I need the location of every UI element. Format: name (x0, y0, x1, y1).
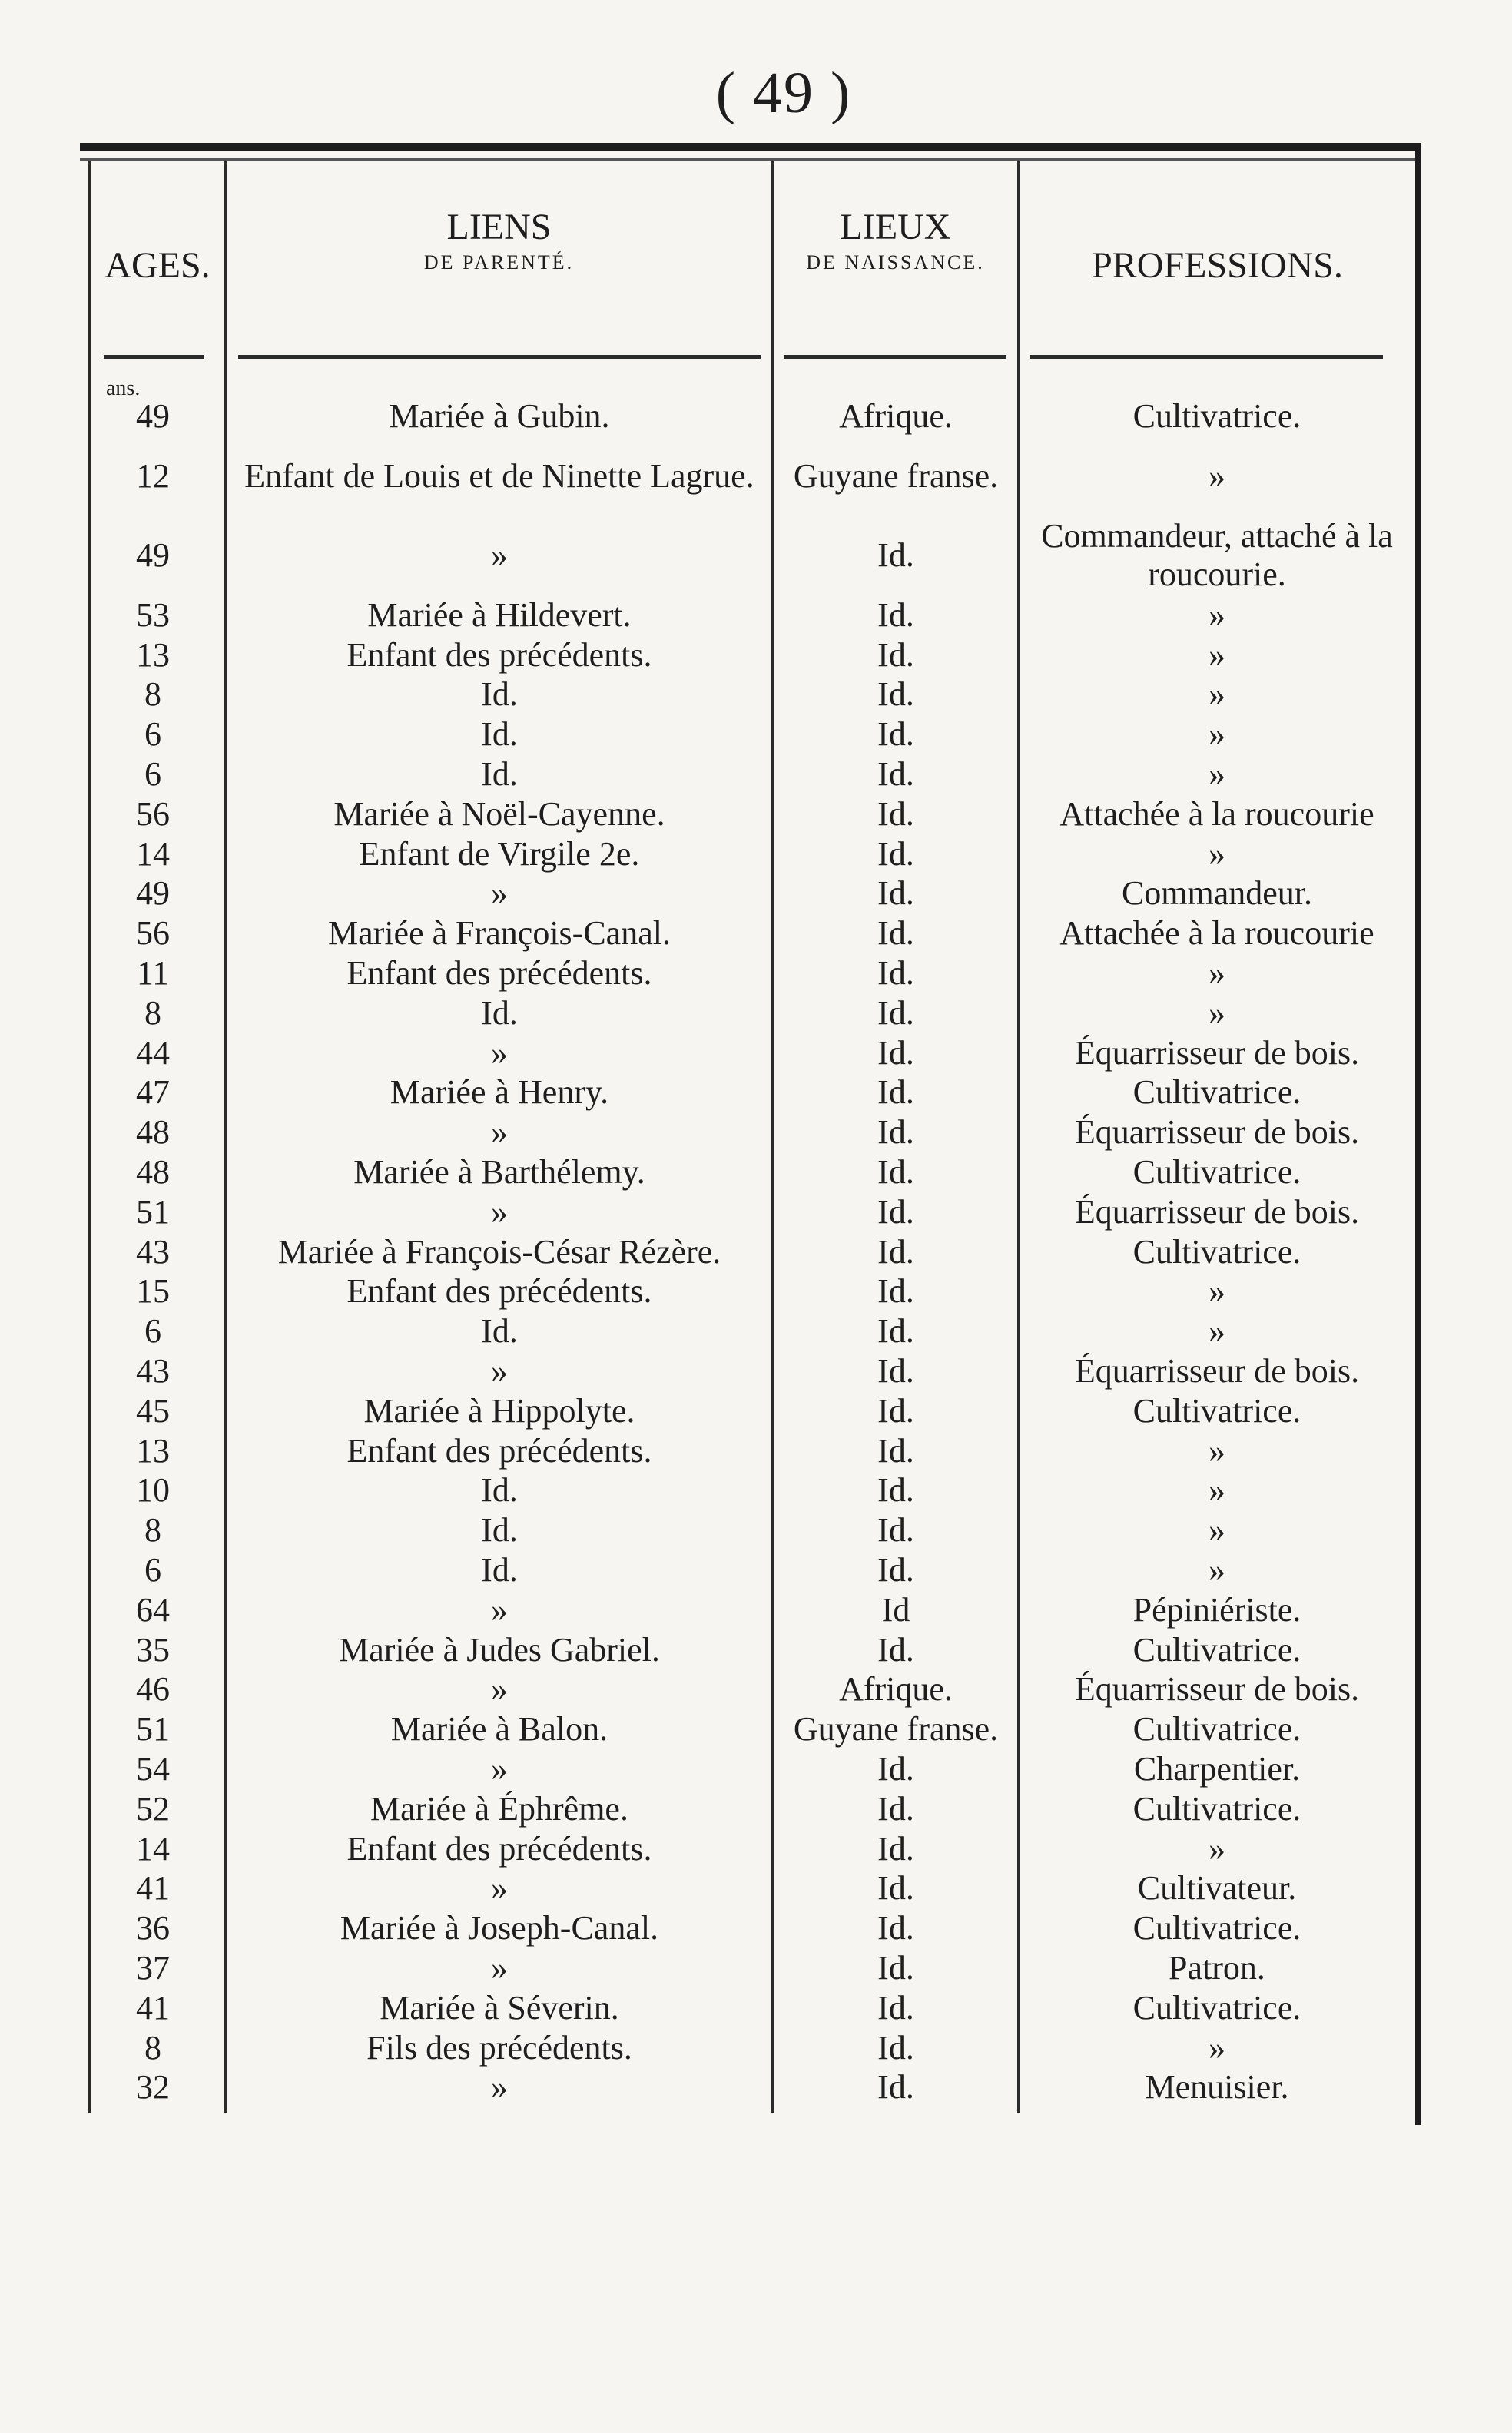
header-ages: AGES. (104, 245, 211, 286)
lieu-cell: Id. (877, 834, 914, 873)
header-lieux (774, 207, 1017, 278)
parente-cell: Mariée à Gubin. (389, 396, 610, 435)
parente-cell: » (491, 1590, 508, 1629)
table-row (80, 1868, 1415, 1908)
table-row (80, 953, 1415, 993)
header-liens-sub: DE PARENTÉ. (423, 251, 575, 273)
profession-cell: » (1209, 1272, 1225, 1311)
age-cell: 48 (136, 1113, 170, 1152)
header-rule (238, 355, 761, 359)
parente-cell: Mariée à Judes Gabriel. (339, 1630, 660, 1669)
profession-cell: » (1209, 2028, 1225, 2067)
parente-cell: Id. (481, 715, 518, 754)
profession-cell: Commandeur. (1121, 874, 1313, 913)
parente-cell: Id. (481, 1312, 518, 1351)
table-row (80, 1192, 1415, 1232)
table-row (80, 1829, 1415, 1869)
parente-cell: Id. (481, 675, 518, 714)
header-liens-title: LIENS (446, 207, 552, 247)
lieu-cell: Id. (877, 914, 914, 953)
profession-cell: » (1209, 834, 1225, 873)
lieu-cell: Id. (877, 1551, 914, 1589)
age-cell: 49 (136, 536, 170, 575)
profession-cell: Commandeur, attaché à la roucourie. (1041, 517, 1393, 594)
profession-cell: Cultivatrice. (1132, 1391, 1301, 1430)
profession-cell: Menuisier. (1145, 2068, 1289, 2107)
lieu-cell: Guyane franse. (793, 456, 999, 495)
parente-cell: Id. (481, 755, 518, 794)
lieu-cell: Id. (877, 1829, 914, 1868)
table-row (80, 1948, 1415, 1988)
profession-cell: » (1209, 675, 1225, 714)
parente-cell: » (491, 1113, 508, 1152)
header-lieux-sub: DE NAISSANCE. (806, 251, 985, 273)
age-cell: 49 (136, 874, 170, 913)
parente-cell: » (491, 1670, 508, 1709)
age-cell: 45 (136, 1391, 170, 1430)
age-cell: 10 (136, 1471, 170, 1510)
parente-cell: » (491, 1869, 508, 1908)
age-cell: 44 (136, 1033, 170, 1072)
profession-cell: Cultivatrice. (1132, 1710, 1301, 1749)
lieu-cell: Id. (877, 1073, 914, 1112)
profession-cell: Équarrisseur de bois. (1074, 1113, 1360, 1152)
parente-cell: Enfant des précédents. (346, 635, 652, 674)
age-cell: 13 (136, 635, 170, 674)
age-cell: 41 (136, 1869, 170, 1908)
table-row (80, 1670, 1415, 1710)
profession-cell: Attachée à la roucourie (1059, 794, 1374, 833)
table-row (80, 396, 1415, 436)
age-cell: 48 (136, 1153, 170, 1192)
parente-cell: Enfant de Louis et de Ninette Lagrue. (244, 456, 754, 495)
profession-cell: » (1209, 1431, 1225, 1470)
table-row (80, 1709, 1415, 1749)
profession-cell: » (1209, 1312, 1225, 1351)
age-cell: 8 (144, 2028, 161, 2067)
table-row (80, 595, 1415, 635)
lieu-cell: Id. (877, 954, 914, 993)
table-row (80, 436, 1415, 516)
parente-cell: Id. (481, 1551, 518, 1589)
parente-cell: » (491, 1033, 508, 1072)
age-cell: 12 (136, 456, 170, 495)
table-row (80, 874, 1415, 914)
table-row (80, 1351, 1415, 1391)
parente-cell: Enfant de Virgile 2e. (359, 834, 640, 873)
profession-cell: » (1209, 1511, 1225, 1550)
parente-cell: Mariée à François-César Rézère. (277, 1232, 721, 1271)
lieu-cell: Id. (877, 1312, 914, 1351)
age-cell: 51 (136, 1192, 170, 1231)
table-row (80, 794, 1415, 834)
table-row (80, 675, 1415, 715)
age-cell: 32 (136, 2068, 170, 2107)
table-row (80, 635, 1415, 675)
lieu-cell: Id. (877, 1232, 914, 1271)
age-cell: 51 (136, 1710, 170, 1749)
profession-cell: Pépiniériste. (1132, 1590, 1301, 1629)
parente-cell: Mariée à Séverin. (380, 1988, 619, 2027)
lieu-cell: Id. (877, 1511, 914, 1550)
profession-cell: Équarrisseur de bois. (1074, 1033, 1360, 1072)
age-cell: 6 (144, 1312, 161, 1351)
parente-cell: Mariée à Hildevert. (367, 595, 632, 634)
header-lieux-title: LIEUX (840, 207, 951, 247)
parente-cell: » (491, 1192, 508, 1231)
table-row (80, 993, 1415, 1033)
parente-cell: Id. (481, 1471, 518, 1510)
lieu-cell: Id. (877, 1471, 914, 1510)
lieu-cell: Id. (877, 595, 914, 634)
profession-cell: Équarrisseur de bois. (1074, 1352, 1360, 1391)
table-row (80, 1391, 1415, 1431)
profession-cell: Cultivatrice. (1132, 1232, 1301, 1271)
profession-cell: Équarrisseur de bois. (1074, 1192, 1360, 1231)
table-row (80, 2028, 1415, 2068)
lieu-cell: Id. (877, 993, 914, 1032)
age-cell: 43 (136, 1232, 170, 1271)
age-cell: 47 (136, 1073, 170, 1112)
parente-cell: » (491, 1352, 508, 1391)
parente-cell: » (491, 1948, 508, 1987)
table-row (80, 834, 1415, 874)
table-row (80, 1033, 1415, 1073)
table-row (80, 1311, 1415, 1351)
age-cell: 11 (136, 954, 170, 993)
header-rule (104, 355, 204, 359)
profession-cell: » (1209, 1829, 1225, 1868)
parente-cell: Mariée à Balon. (390, 1710, 608, 1749)
profession-cell: Charpentier. (1133, 1749, 1301, 1788)
table-row (80, 1550, 1415, 1590)
profession-cell: » (1209, 755, 1225, 794)
parente-cell: Mariée à Henry. (390, 1073, 609, 1112)
age-cell: 6 (144, 715, 161, 754)
lieu-cell: Id. (877, 1948, 914, 1987)
table-row (80, 1471, 1415, 1511)
header-liens (227, 207, 771, 278)
lieu-cell: Id. (877, 1909, 914, 1947)
age-cell: 53 (136, 595, 170, 634)
lieu-cell: Id. (877, 1272, 914, 1311)
profession-cell: » (1209, 993, 1225, 1032)
lieu-cell: Id. (877, 1391, 914, 1430)
lieu-cell: Id. (877, 536, 914, 575)
table-body (80, 396, 1415, 2107)
lieu-cell: Guyane franse. (793, 1710, 999, 1749)
parente-cell: » (491, 536, 508, 575)
profession-cell: » (1209, 595, 1225, 634)
profession-cell: » (1209, 456, 1225, 495)
table-row (80, 714, 1415, 754)
parente-cell: Enfant des précédents. (346, 1431, 652, 1470)
lieu-cell: Id. (877, 1153, 914, 1192)
age-cell: 6 (144, 755, 161, 794)
age-cell: 56 (136, 794, 170, 833)
age-cell: 15 (136, 1272, 170, 1311)
lieu-cell: Id. (877, 635, 914, 674)
parente-cell: Mariée à Barthélemy. (353, 1153, 645, 1192)
table-row (80, 1908, 1415, 1948)
table-row (80, 2067, 1415, 2107)
lieu-cell: Afrique. (839, 1670, 953, 1709)
lieu-cell: Id. (877, 755, 914, 794)
age-cell: 6 (144, 1551, 161, 1589)
table-row (80, 1590, 1415, 1630)
parente-cell: Fils des précédents. (366, 2028, 632, 2067)
age-cell: 52 (136, 1789, 170, 1828)
age-cell: 35 (136, 1630, 170, 1669)
header-rule (784, 355, 1006, 359)
parente-cell: Enfant des précédents. (346, 954, 652, 993)
lieu-cell: Id. (877, 1789, 914, 1828)
age-cell: 49 (136, 396, 170, 435)
lieu-cell: Id. (877, 1192, 914, 1231)
profession-cell: Cultivatrice. (1132, 1630, 1301, 1669)
profession-cell: » (1209, 715, 1225, 754)
table-row (80, 1073, 1415, 1113)
profession-cell: » (1209, 635, 1225, 674)
lieu-cell: Id. (877, 1033, 914, 1072)
parente-cell: Id. (481, 993, 518, 1032)
table-row (80, 754, 1415, 794)
lieu-cell: Id. (877, 1749, 914, 1788)
lieu-cell: Id. (877, 1869, 914, 1908)
profession-cell: Cultivatrice. (1132, 396, 1301, 435)
table-row (80, 1152, 1415, 1192)
table-row (80, 1988, 1415, 2028)
table-row (80, 1112, 1415, 1152)
lieu-cell: Afrique. (839, 396, 953, 435)
parente-cell: Mariée à Joseph-Canal. (340, 1909, 659, 1947)
lieu-cell: Id. (877, 1431, 914, 1470)
age-cell: 36 (136, 1909, 170, 1947)
profession-cell: Attachée à la roucourie (1059, 914, 1374, 953)
profession-cell: Cultivatrice. (1132, 1789, 1301, 1828)
table-row (80, 1749, 1415, 1789)
age-cell: 37 (136, 1948, 170, 1987)
parente-cell: » (491, 874, 508, 913)
age-cell: 41 (136, 1988, 170, 2027)
lieu-cell: Id. (877, 715, 914, 754)
lieu-cell: Id (881, 1590, 910, 1629)
table-row (80, 1232, 1415, 1272)
lieu-cell: Id. (877, 1113, 914, 1152)
age-cell: 13 (136, 1431, 170, 1470)
age-cell: 54 (136, 1749, 170, 1788)
lieu-cell: Id. (877, 1630, 914, 1669)
profession-cell: Équarrisseur de bois. (1074, 1670, 1360, 1709)
age-cell: 43 (136, 1352, 170, 1391)
parente-cell: Mariée à Noël-Cayenne. (333, 794, 665, 833)
parente-cell: Enfant des précédents. (346, 1829, 652, 1868)
parente-cell: Id. (481, 1511, 518, 1550)
profession-cell: Cultivatrice. (1132, 1988, 1301, 2027)
table-row (80, 515, 1415, 595)
lieu-cell: Id. (877, 794, 914, 833)
profession-cell: » (1209, 1471, 1225, 1510)
parente-cell: Mariée à Hippolyte. (363, 1391, 635, 1430)
table-row (80, 1272, 1415, 1312)
profession-cell: » (1209, 1551, 1225, 1589)
header-rule (1030, 355, 1383, 359)
profession-cell: Cultivatrice. (1132, 1153, 1301, 1192)
page-number: ( 49 ) (715, 61, 852, 125)
table-row (80, 913, 1415, 953)
parente-cell: » (491, 2068, 508, 2107)
age-cell: 8 (144, 675, 161, 714)
parente-cell: Mariée à François-Canal. (328, 914, 671, 953)
parente-cell: Mariée à Éphrême. (370, 1789, 628, 1828)
unit-label: ans. (106, 376, 141, 400)
profession-cell: Cultivatrice. (1132, 1909, 1301, 1947)
lieu-cell: Id. (877, 1988, 914, 2027)
profession-cell: Patron. (1169, 1948, 1265, 1987)
lieu-cell: Id. (877, 675, 914, 714)
age-cell: 14 (136, 1829, 170, 1868)
lieu-cell: Id. (877, 874, 914, 913)
age-cell: 56 (136, 914, 170, 953)
age-cell: 46 (136, 1670, 170, 1709)
age-cell: 8 (144, 1511, 161, 1550)
age-cell: 14 (136, 834, 170, 873)
profession-cell: Cultivateur. (1137, 1869, 1297, 1908)
age-cell: 8 (144, 993, 161, 1032)
table-row (80, 1630, 1415, 1670)
table-row (80, 1431, 1415, 1471)
parente-cell: » (491, 1749, 508, 1788)
profession-cell: Cultivatrice. (1132, 1073, 1301, 1112)
table-row (80, 1789, 1415, 1829)
header-professions: PROFESSIONS. (1092, 245, 1343, 286)
parente-cell: Enfant des précédents. (346, 1272, 652, 1311)
lieu-cell: Id. (877, 2028, 914, 2067)
top-rule (80, 158, 1415, 161)
lieu-cell: Id. (877, 1352, 914, 1391)
table-row (80, 1510, 1415, 1550)
age-cell: 64 (136, 1590, 170, 1629)
lieu-cell: Id. (877, 2068, 914, 2107)
profession-cell: » (1209, 954, 1225, 993)
